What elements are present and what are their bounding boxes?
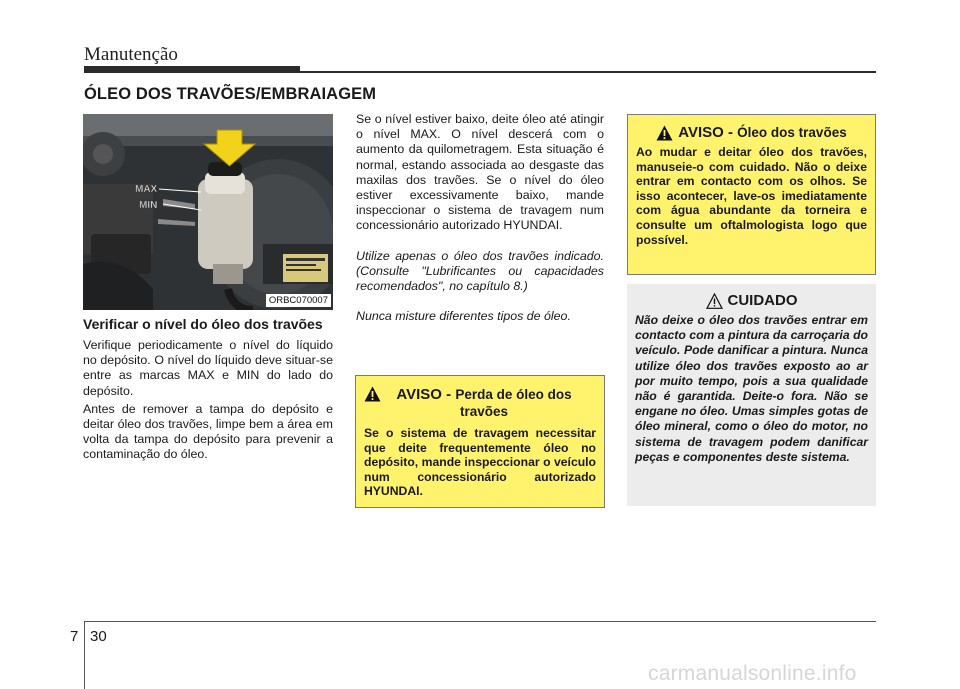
footer-divider xyxy=(84,621,85,689)
warning-subject: Óleo dos travões xyxy=(737,125,847,140)
caution-title xyxy=(635,292,868,309)
caution-box xyxy=(627,284,876,506)
caution-triangle-icon xyxy=(706,293,723,309)
engine-bay-illustration xyxy=(83,114,333,310)
paragraph: Nunca misture diferentes tipos de óleo. xyxy=(356,309,571,324)
left-column xyxy=(83,316,333,466)
caution-text: Não deixe o óleo dos travões entrar em contacto com a pintura da carroçaria do veículo. Pode danificar a pintura. Nunca utilize óleo dos travões exposto ao ar por muito tempo, pois a sua qualidade não é garantida. Deite-o fora. Não se engane no óleo. Umas simples gotas de óleo mineral, como o óleo do motor, no sistema de travagem podem danificar peças e componentes deste sistema. xyxy=(635,313,868,464)
warning-label: AVISO - xyxy=(396,386,452,403)
brake-reservoir-photo xyxy=(83,114,333,310)
paragraph: Verifique periodicamente o nível do líquido no depósito. O nível do líquido deve situar-se entre as marcas MAX e MIN do lado do depósito. xyxy=(83,338,333,398)
footer-rule xyxy=(84,621,876,622)
page-number: 30 xyxy=(90,628,107,645)
warning-triangle-icon xyxy=(364,386,381,402)
page-title: ÓLEO DOS TRAVÕES/EMBRAIAGEM xyxy=(84,85,377,103)
warning-subject: Perda de óleo dos travões xyxy=(455,387,572,419)
section-header: Manutenção xyxy=(84,44,178,65)
paragraph: Utilize apenas o óleo dos travões indicado. (Consulte "Lubrificantes ou capacidades recomendados", no capítulo 8.) xyxy=(356,248,604,294)
min-label: MIN xyxy=(139,200,158,211)
warning-text: Ao mudar e deitar óleo dos travões, manuseie-o com cuidado. Não o deixe entrar em contacto com os olhos. Se isso acontecer, lave-os imediatamente com água abundante da torneira e consulte um oftalmologista logo que possível. xyxy=(636,145,867,247)
caution-label: CUIDADO xyxy=(727,292,798,309)
photo-caption: ORBC070007 xyxy=(266,294,331,307)
max-label: MAX xyxy=(135,184,158,195)
subheading: Verificar o nível do óleo dos travões xyxy=(83,316,323,332)
paragraph: Se o nível estiver baixo, deite óleo até atingir o nível MAX. O nível descerá com o aumento da quilometragem. Esta situação é normal, estando associada ao desgaste das maxilas dos travões. Se o nível do óleo estiver excessivamente baixo, mande inspeccionar o sistema de travagem num concessionário autorizado HYUNDAI. xyxy=(356,112,604,233)
warning-title xyxy=(364,386,596,420)
watermark: carmanualsonline.info xyxy=(648,662,857,685)
middle-column xyxy=(356,112,604,339)
header-bar xyxy=(84,66,300,73)
warning-text: Se o sistema de travagem necessitar que deite frequentemente óleo no depósito, mande inspeccionar o veículo num concessionário autorizado HYUNDAI. xyxy=(364,426,596,499)
paragraph: Antes de remover a tampa do depósito e deitar óleo dos travões, limpe bem a área em volta da tampa do depósito para prevenir a contaminação do óleo. xyxy=(83,401,333,462)
chapter-number: 7 xyxy=(70,628,79,645)
warning-triangle-icon xyxy=(656,125,673,141)
warning-label: AVISO - xyxy=(678,124,733,141)
warning-box-brake-fluid xyxy=(627,114,876,275)
warning-title xyxy=(636,124,867,141)
warning-box-fluid-loss xyxy=(355,375,605,508)
header-rule xyxy=(300,71,876,73)
